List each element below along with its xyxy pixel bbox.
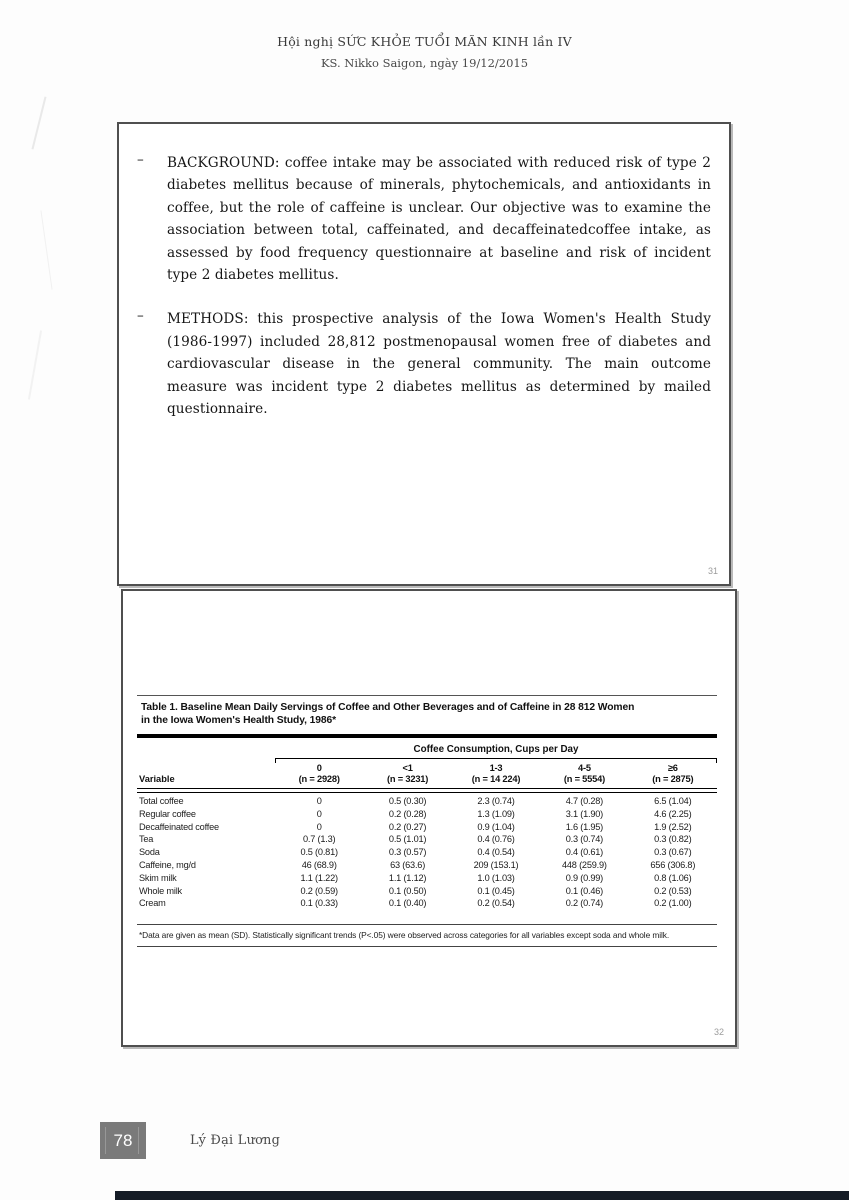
row-value: 0.2 (0.53) — [654, 885, 692, 896]
row-variable: Cream — [139, 898, 166, 909]
column-header-lt1 — [363, 763, 451, 785]
row-value: 0 — [316, 796, 322, 806]
row-value: 0.5 (0.81) — [300, 847, 338, 858]
methods-paragraph: METHODS: this prospective analysis of the Iowa Women's Health Study (1986-1997) included 28,812 postmenopausal women free of diabetes and cardiovascular disease in the general community. The main outcome measure was incident type 2 diabetes mellitus as determined by mailed questionnaire. — [167, 311, 711, 418]
column-label: ≥6 — [667, 763, 678, 773]
row-value: 0.7 (1.3) — [302, 834, 336, 845]
column-header-4-5 — [540, 763, 628, 785]
row-value: 448 (259.9) — [561, 859, 607, 870]
row-value: 0.2 (0.74) — [565, 898, 604, 909]
slide-number: 31 — [707, 566, 718, 576]
slide-31-content — [119, 124, 729, 420]
row-value: 0.9 (0.99) — [565, 872, 604, 883]
table-row — [137, 859, 717, 872]
table-row — [137, 795, 717, 808]
span-header-cell — [275, 738, 717, 763]
row-value: 3.1 (1.90) — [565, 808, 604, 819]
row-value: 0.2 (0.54) — [477, 898, 515, 909]
row-value: 63 (63.6) — [390, 859, 426, 870]
table-body — [137, 793, 717, 910]
table-footnote-block — [137, 924, 717, 947]
row-variable: Decaffeinated coffee — [139, 821, 219, 832]
column-label: <1 — [402, 763, 413, 773]
column-label: 1-3 — [489, 763, 503, 773]
row-value: 656 (306.8) — [650, 859, 696, 870]
row-value: 1.1 (1.22) — [300, 872, 338, 883]
column-label: 4-5 — [577, 763, 591, 773]
page-number-box — [100, 1122, 146, 1159]
column-n: (n = 2928) — [298, 774, 340, 784]
table-column-headers — [137, 763, 717, 787]
conference-title: Hội nghị SỨC KHỎE TUỔI MÃN KINH lần IV — [277, 34, 572, 49]
table-row — [137, 821, 717, 834]
bottom-bar — [115, 1191, 849, 1200]
table-bottom-rule — [137, 946, 717, 947]
row-value: 0 — [316, 821, 322, 832]
table-row — [137, 846, 717, 859]
bullet-dash: – — [137, 308, 144, 325]
span-header-label: Coffee Consumption, Cups per Day — [413, 744, 579, 755]
row-value: 1.9 (2.52) — [654, 821, 692, 832]
row-value: 0.2 (0.28) — [388, 808, 427, 819]
row-value: 0.1 (0.46) — [565, 885, 604, 896]
column-header-variable: Variable — [139, 774, 175, 784]
row-value: 4.6 (2.25) — [654, 808, 692, 819]
row-value: 2.3 (0.74) — [477, 796, 515, 806]
row-value: 1.1 (1.12) — [388, 872, 427, 883]
background-paragraph: BACKGROUND: coffee intake may be associated with reduced risk of type 2 diabetes mellitus because of minerals, phytochemicals, and antioxidants in coffee, but the role of caffeine is unclear. Our objective was to examine the association between total, caffeinated, and decaffeinatedcoffee intake, as assessed by food frequency questionnaire at baseline and risk of incident type 2 diabetes mellitus. — [167, 155, 711, 284]
page-header — [0, 34, 849, 70]
column-n: (n = 2875) — [652, 774, 694, 784]
row-value: 0.2 (1.00) — [654, 898, 692, 909]
bullet-methods — [135, 308, 711, 420]
row-value: 0.3 (0.67) — [654, 847, 692, 858]
row-value: 0.8 (1.06) — [654, 872, 692, 883]
bullet-dash: – — [137, 152, 144, 168]
row-value: 209 (153.1) — [473, 859, 519, 870]
row-variable: Skim milk — [139, 872, 177, 883]
journal-table — [137, 695, 717, 947]
column-n: (n = 5554) — [563, 774, 605, 784]
table-row — [137, 897, 717, 910]
column-header-1-3 — [452, 763, 540, 785]
slide-31 — [117, 122, 731, 586]
slide-number: 32 — [713, 1027, 724, 1037]
table-title — [137, 696, 717, 734]
span-header-bracket — [275, 758, 717, 763]
table-title-line2: in the Iowa Women's Health Study, 1986* — [141, 714, 336, 726]
row-variable: Tea — [139, 834, 154, 845]
row-value: 0.9 (1.04) — [477, 821, 515, 832]
row-value: 0.1 (0.40) — [388, 898, 427, 909]
column-n: (n = 3231) — [387, 774, 429, 784]
row-value: 0.1 (0.50) — [388, 885, 427, 896]
table-row — [137, 872, 717, 885]
span-header-spacer — [137, 738, 275, 763]
row-value: 0.5 (0.30) — [388, 796, 427, 806]
row-value: 0.3 (0.74) — [565, 834, 604, 845]
scan-artifact — [28, 330, 42, 399]
row-value: 1.6 (1.95) — [565, 821, 604, 832]
row-value: 0.5 (1.01) — [388, 834, 427, 845]
row-value: 0 — [316, 808, 322, 819]
row-value: 0.4 (0.61) — [565, 847, 604, 858]
table-title-line1: Table 1. Baseline Mean Daily Servings of Coffee and Other Beverages and of Caffeine in 28 812 Women — [141, 702, 635, 713]
row-value: 0.1 (0.45) — [477, 885, 515, 896]
row-value: 46 (68.9) — [301, 859, 337, 870]
footer-author: Lý Đại Lương — [190, 1133, 281, 1148]
row-value: 0.3 (0.57) — [388, 847, 427, 858]
page-number: 78 — [113, 1130, 133, 1150]
table-footnote: *Data are given as mean (SD). Statistically significant trends (P<.05) were observed across categories for all variables except soda and whole milk. — [139, 930, 670, 941]
table-row — [137, 833, 717, 846]
row-value: 1.0 (1.03) — [477, 872, 515, 883]
table-span-header-row — [137, 738, 717, 763]
scan-artifact — [31, 97, 46, 150]
row-value: 0.2 (0.59) — [300, 885, 338, 896]
scan-artifact — [40, 210, 52, 289]
row-variable: Whole milk — [139, 885, 182, 896]
row-value: 4.7 (0.28) — [565, 796, 604, 806]
row-value: 0.3 (0.82) — [654, 834, 692, 845]
bullet-background — [135, 152, 711, 286]
row-variable: Soda — [139, 847, 160, 858]
column-header-ge6 — [629, 763, 717, 785]
row-value: 0.1 (0.33) — [300, 898, 338, 909]
row-variable: Total coffee — [139, 796, 184, 806]
table-row — [137, 808, 717, 821]
column-n: (n = 14 224) — [471, 774, 521, 784]
row-variable: Regular coffee — [139, 808, 196, 819]
row-value: 0.2 (0.27) — [388, 821, 427, 832]
row-value: 1.3 (1.09) — [477, 808, 515, 819]
row-variable: Caffeine, mg/d — [139, 859, 196, 870]
page-number-box-divider — [138, 1127, 139, 1154]
slide-32 — [121, 589, 737, 1047]
row-value: 0.4 (0.76) — [477, 834, 515, 845]
column-label: 0 — [316, 763, 322, 773]
table-row — [137, 885, 717, 898]
page-number-box-divider — [105, 1127, 106, 1154]
conference-venue-date: KS. Nikko Saigon, ngày 19/12/2015 — [320, 56, 529, 70]
column-header-0 — [275, 763, 363, 785]
row-value: 6.5 (1.04) — [654, 796, 692, 806]
row-value: 0.4 (0.54) — [477, 847, 515, 858]
